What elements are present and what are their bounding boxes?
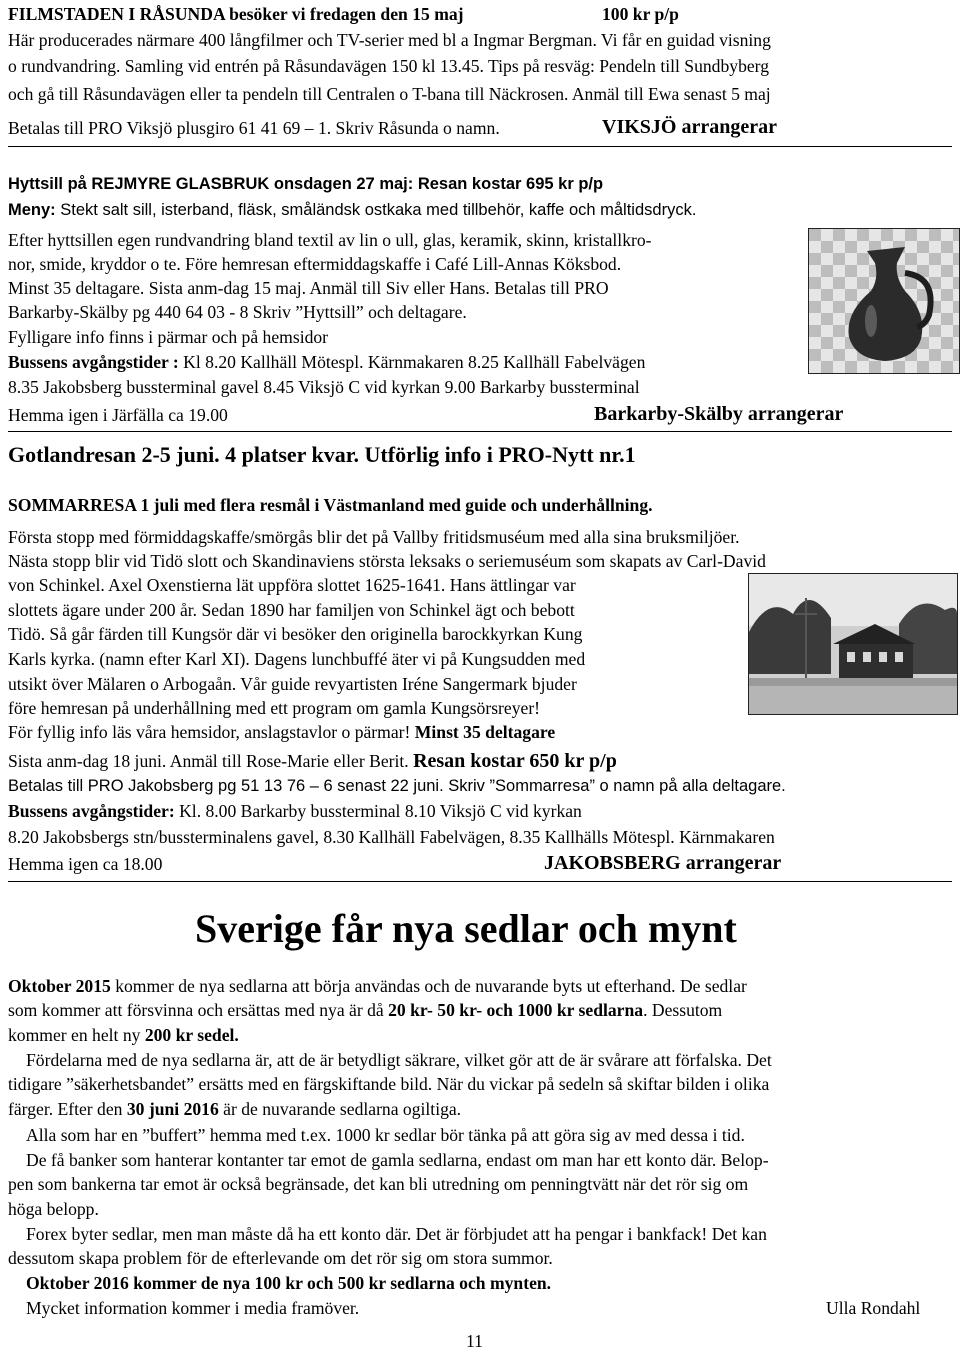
sedlar-text: Forex byter sedlar, men man måste då ha ett konto där. Det är förbjudet att ha pengar i bankfack! Det kan — [26, 1224, 767, 1244]
divider — [8, 146, 952, 147]
divider — [8, 431, 952, 432]
sommarresa-line: Tidö. Så går färden till Kungsör där vi besöker den originella barockkyrkan Kung — [8, 624, 583, 644]
sommarresa-line: Nästa stopp blir vid Tidö slott och Skandinaviens största leksaks o seriemuséum som skapats av Carl-David — [8, 551, 766, 571]
sedlar-text: är de nuvarande sedlarna ogiltiga. — [218, 1099, 462, 1119]
sommarresa-title: SOMMARRESA 1 juli med flera resmål i Västmanland med guide och underhållning. — [8, 495, 653, 515]
hyttsill-line: Barkarby-Skälby pg 440 64 03 - 8 Skriv ”Hyttsill” och deltagare. — [8, 302, 467, 322]
sommarresa-line: Sista anm-dag 18 juni. Anmäl till Rose-Marie eller Berit. — [8, 751, 409, 771]
sommarresa-line: Karls kyrka. (namn efter Karl XI). Dagens lunchbuffé äter vi på Kungsudden med — [8, 649, 586, 669]
sedlar-text: Fördelarna med de nya sedlarna är, att de är betydligt säkrare, vilket gör att de är svårare att förfalska. Det — [26, 1050, 772, 1070]
jakobsberg-organizer: JAKOBSBERG arrangerar — [544, 852, 782, 874]
sommarresa-line: Första stopp med förmiddagskaffe/smörgås blir det på Vallby fritidsmuséum med alla sina bruksmiljöer. — [8, 527, 740, 547]
sedlar-text: Alla som har en ”buffert” hemma med t.ex. 1000 kr sedlar bör tänka på att göra sig av med dessa i tid. — [26, 1125, 745, 1145]
sedlar-text: tidigare ”säkerhetsbandet” ersätts med en färgskiftande bild. När du vickar på sedeln så skiftar bilden i olika — [8, 1074, 770, 1094]
sedlar-emph: 20 kr- 50 kr- och 1000 kr sedlarna — [388, 1000, 644, 1020]
sommarresa-line: von Schinkel. Axel Oxenstierna lät uppföra slottet 1625-1641. Hans ättlingar var — [8, 575, 576, 595]
viksjo-organizer: VIKSJÖ arrangerar — [602, 116, 777, 138]
sedlar-text: kommer en helt ny — [8, 1025, 145, 1045]
hyttsill-home: Hemma igen i Järfälla ca 19.00 — [8, 405, 228, 425]
manor-house-photo — [748, 573, 958, 715]
sedlar-text: kommer de nya sedlarna att börja användas och de nuvarande byts ut efterhand. De sedlar — [110, 976, 747, 996]
filmstaden-line: Här producerades närmare 400 långfilmer och TV-serier med bl a Ingmar Bergman. Vi får en guidad visning — [8, 30, 771, 50]
sommarresa-min: Minst 35 deltagare — [414, 722, 556, 742]
sedlar-text: Mycket information kommer i media framöver. — [26, 1298, 360, 1318]
sedlar-text: De få banker som hanterar kontanter tar emot de gamla sedlarna, endast om man har ett konto där. Belop- — [26, 1150, 769, 1170]
sedlar-emph: Oktober 2016 kommer de nya 100 kr och 500 kr sedlarna och mynten. — [26, 1273, 552, 1293]
sommarresa-line: slottets ägare under 200 år. Sedan 1890 har familjen von Schinkel ägt och bebott — [8, 600, 575, 620]
sedlar-headline: Sverige får nya sedlar och mynt — [195, 906, 737, 951]
sommarresa-pay: Betalas till PRO Jakobsberg pg 51 13 76 – 6 senast 22 juni. Skriv ”Sommarresa” o namn på alla deltagare. — [8, 777, 786, 795]
sedlar-text: färger. Efter den — [8, 1099, 127, 1119]
hyttsill-line: Efter hyttsillen egen rundvandring bland textil av lin o ull, glas, keramik, skinn, kristallkro- — [8, 230, 652, 250]
hyttsill-line: Minst 35 deltagare. Sista anm-dag 15 maj. Anmäl till Siv eller Hans. Betalas till PRO — [8, 278, 609, 298]
sommarresa-home: Hemma igen ca 18.00 — [8, 854, 163, 874]
filmstaden-price: 100 kr p/p — [602, 4, 679, 24]
page-number: 11 — [466, 1331, 483, 1351]
sommarresa-price: Resan kostar 650 kr p/p — [413, 750, 617, 772]
filmstaden-line: och gå till Råsundavägen eller ta pendeln till Centralen o T-bana till Näckrosen. Anmäl till Ewa senast 5 maj — [8, 84, 771, 104]
hyttsill-bus: Kl 8.20 Kallhäll Mötespl. Kärnmakaren 8.25 Kallhäll Fabelvägen — [183, 352, 646, 372]
author-signature: Ulla Rondahl — [826, 1298, 921, 1318]
barkarby-organizer: Barkarby-Skälby arrangerar — [594, 403, 844, 425]
hyttsill-bus: 8.35 Jakobsberg bussterminal gavel 8.45 Viksjö C vid kyrkan 9.00 Barkarby bussterminal — [8, 377, 640, 397]
hyttsill-menu-label: Meny: — [8, 201, 56, 219]
sedlar-text: pen som bankerna tar emot är också begränsade, det kan bli utredning om penningtvätt när det rör sig om — [8, 1174, 749, 1194]
sommarresa-line: För fyllig info läs våra hemsidor, anslagstavlor o pärmar! — [8, 722, 411, 742]
sommarresa-line: före hemresan på underhållning med ett program om gamla Kungsörsreyer! — [8, 698, 541, 718]
sommarresa-bus: Kl. 8.00 Barkarby bussterminal 8.10 Viksjö C vid kyrkan — [179, 801, 582, 821]
glass-pitcher-photo — [808, 228, 960, 374]
sedlar-emph: 200 kr sedel. — [144, 1025, 239, 1045]
hyttsill-title: Hyttsill på REJMYRE GLASBRUK onsdagen 27 maj: Resan kostar 695 kr p/p — [8, 175, 604, 193]
sommarresa-bus: 8.20 Jakobsbergs stn/bussterminalens gavel, 8.30 Kallhäll Fabelvägen, 8.35 Kallhälls Mötespl. Kärnmakaren — [8, 827, 775, 847]
filmstaden-line: o rundvandring. Samling vid entrén på Råsundavägen 150 kl 13.45. Tips på resväg: Pendeln till Sundbyberg — [8, 56, 770, 76]
hyttsill-line: Fylligare info finns i pärmar och på hemsidor — [8, 327, 329, 347]
sedlar-text: . Dessutom — [643, 1000, 723, 1020]
sedlar-text: dessutom skapa problem för de efterlevande om det rör sig om stora summor. — [8, 1248, 553, 1268]
sedlar-date: 30 juni 2016 — [126, 1099, 219, 1119]
sommarresa-line: utsikt över Mälaren o Arbogaån. Vår guide revyartisten Iréne Sangermark bjuder — [8, 674, 577, 694]
hyttsill-bus-label: Bussens avgångstider : — [8, 352, 179, 372]
filmstaden-title: FILMSTADEN I RÅSUNDA besöker vi fredagen den 15 maj — [8, 4, 464, 24]
filmstaden-line: Betalas till PRO Viksjö plusgiro 61 41 69 – 1. Skriv Råsunda o namn. — [8, 118, 500, 138]
divider — [8, 881, 952, 882]
sedlar-text: höga belopp. — [8, 1199, 99, 1219]
hyttsill-line: nor, smide, kryddor o te. Före hemresan eftermiddagskaffe i Café Lill-Annas Köksbod. — [8, 254, 622, 274]
sommarresa-bus-label: Bussens avgångstider: — [8, 801, 175, 821]
gotland-notice: Gotlandresan 2-5 juni. 4 platser kvar. Utförlig info i PRO-Nytt nr.1 — [8, 442, 636, 467]
sedlar-text: som kommer att försvinna och ersättas med nya är då — [8, 1000, 389, 1020]
hyttsill-menu: Stekt salt sill, isterband, fläsk, småländsk ostkaka med tillbehör, kaffe och måltidsdryck. — [60, 201, 697, 219]
sedlar-date: Oktober 2015 — [8, 976, 111, 996]
